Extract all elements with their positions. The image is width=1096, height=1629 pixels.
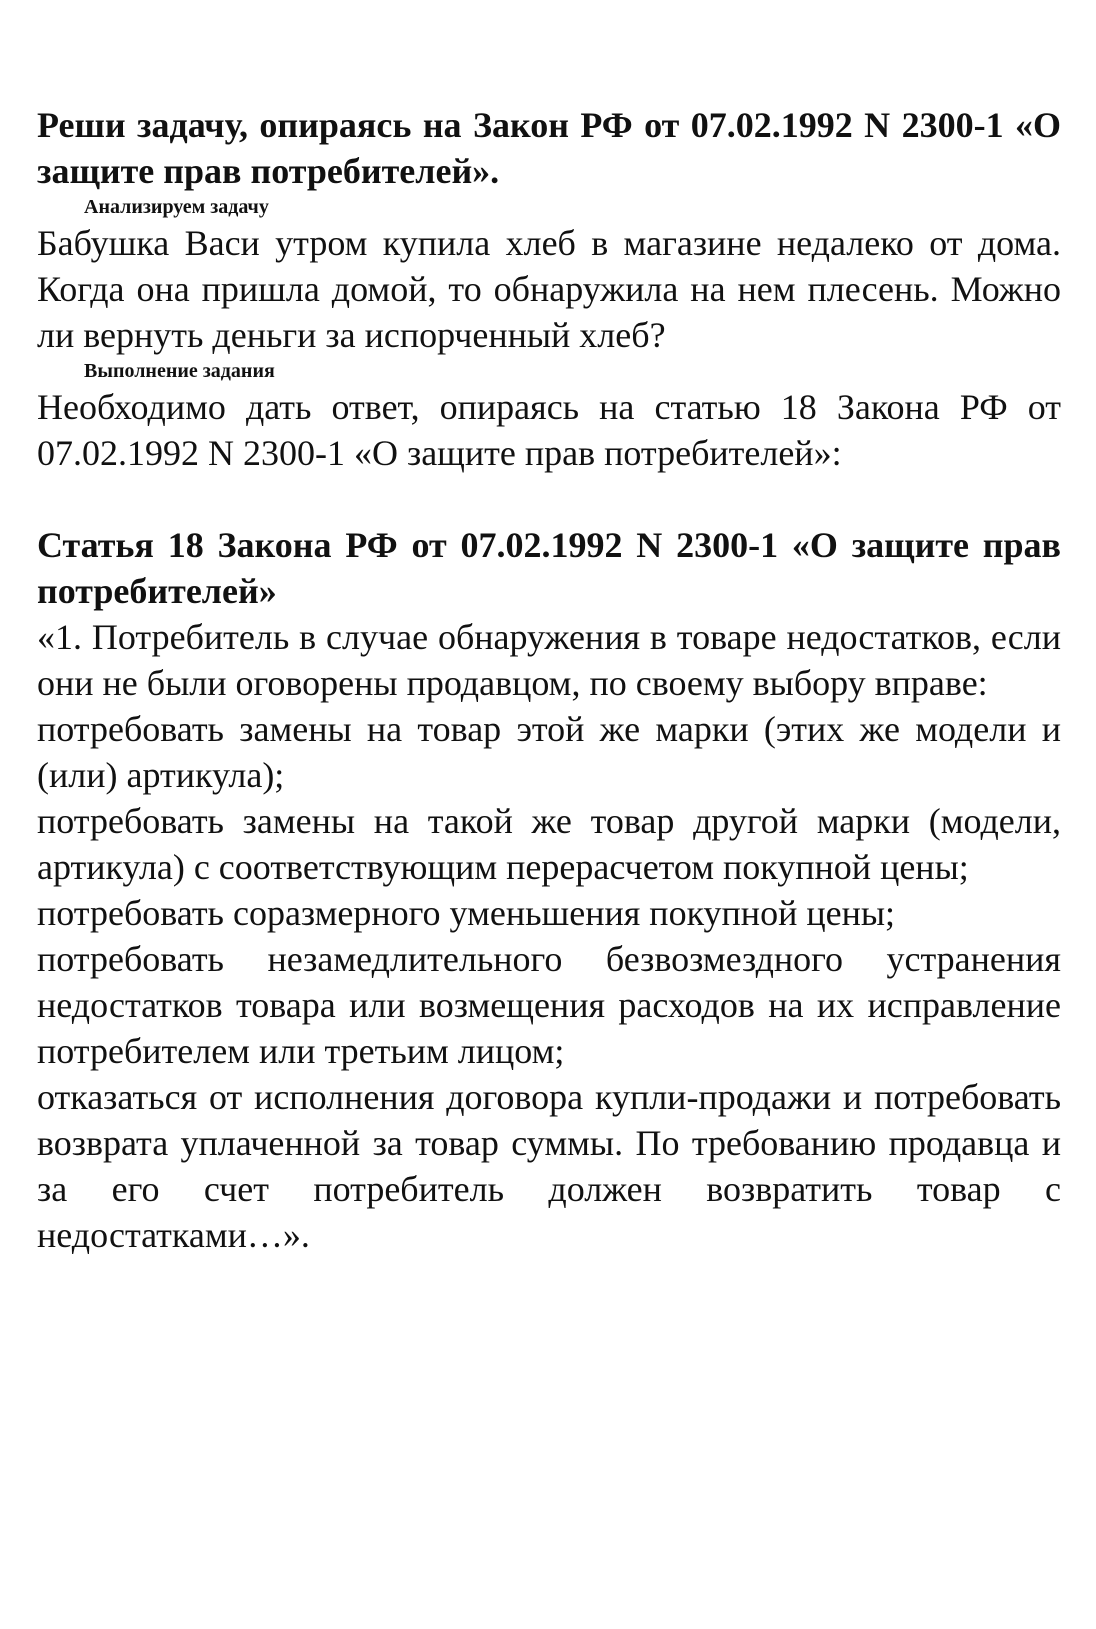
document-page <box>37 102 1061 1258</box>
analyze-heading: Анализируем задачу <box>84 196 269 218</box>
solution-heading: Выполнение задания <box>84 360 275 382</box>
task-title: Реши задачу, опираясь на Закон РФ от 07.02.1992 N 2300-1 «О защите прав потребителей». <box>37 105 1061 191</box>
solution-text: Необходимо дать ответ, опираясь на статью 18 Закона РФ от 07.02.1992 N 2300-1 «О защите прав потребителей»: <box>37 387 1061 473</box>
article-clause: потребовать соразмерного уменьшения покупной цены; <box>37 893 896 933</box>
section-spacer <box>37 476 1061 522</box>
task-text: Бабушка Васи утром купила хлеб в магазине недалеко от дома. Когда она пришла домой, то обнаружила на нем плесень. Можно ли вернуть деньги за испорченный хлеб? <box>37 223 1061 355</box>
article-clause: потребовать замены на товар этой же марки (этих же модели и (или) артикула); <box>37 709 1061 795</box>
article-clause: «1. Потребитель в случае обнаружения в товаре недостатков, если они не были оговорены продавцом, по своему выбору вправе: <box>37 617 1061 703</box>
article-clause: потребовать незамедлительного безвозмездного устранения недостатков товара или возмещения расходов на их исправление потребителем или третьим лицом; <box>37 939 1061 1071</box>
article-clause: отказаться от исполнения договора купли-продажи и потребовать возврата уплаченной за товар суммы. По требованию продавца и за его счет потребитель должен возвратить товар с недостатками…». <box>37 1077 1061 1255</box>
article-title: Статья 18 Закона РФ от 07.02.1992 N 2300-1 «О защите прав потребителей» <box>37 525 1061 611</box>
article-clause: потребовать замены на такой же товар другой марки (модели, артикула) с соответствующим перерасчетом покупной цены; <box>37 801 1061 887</box>
